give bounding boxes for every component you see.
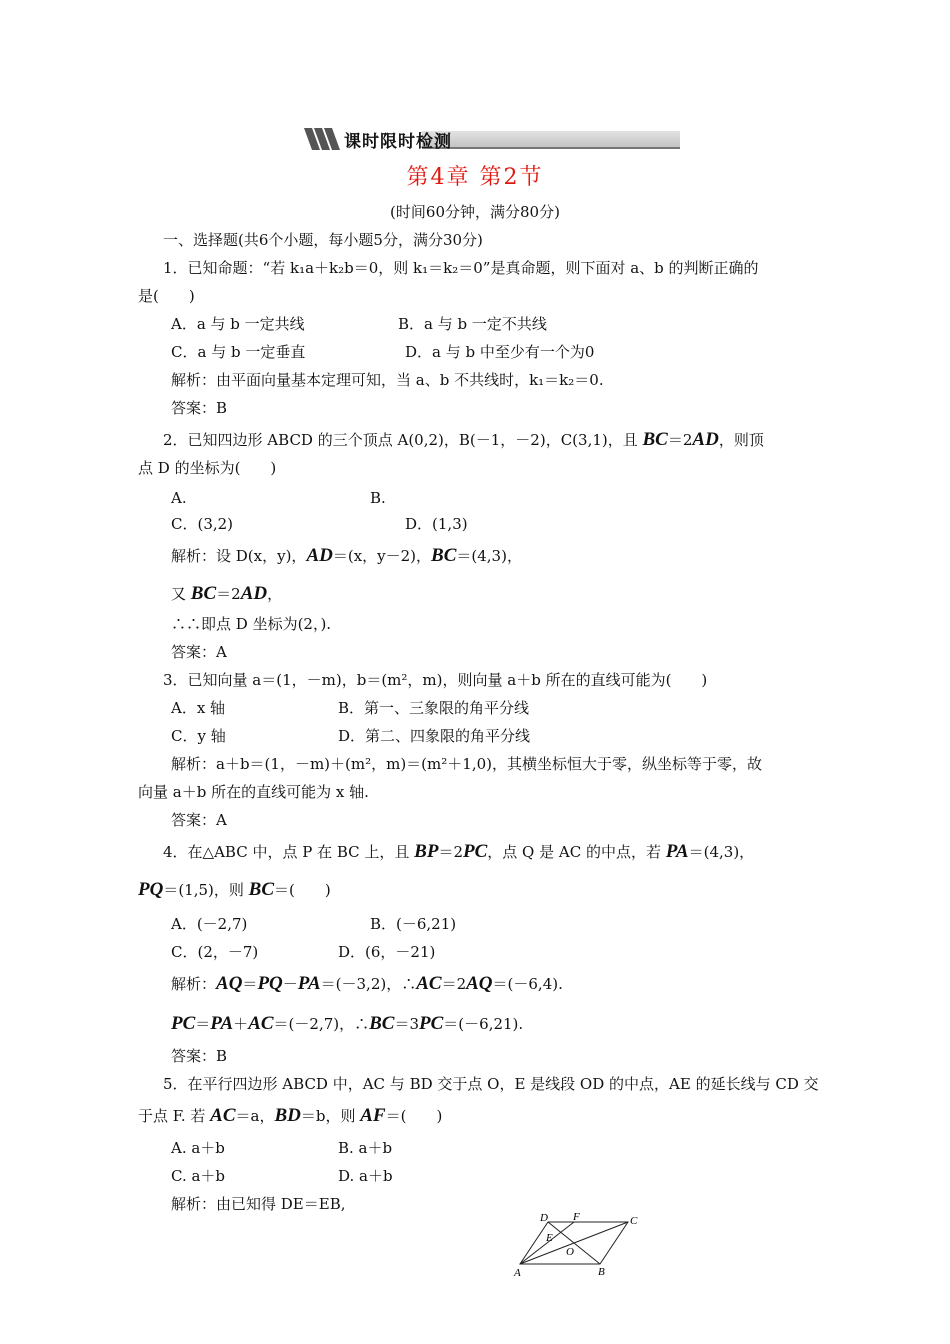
q5-stem2-b: ＝a， — [235, 1107, 275, 1125]
q4-vector-pq: PQ — [138, 879, 164, 900]
q1-option-b: B．a 与 b 一定不共线 — [398, 315, 547, 333]
q5-option-a: A. a＋b — [171, 1139, 225, 1157]
section-banner — [304, 128, 680, 150]
q2-analysis2-c: ， — [267, 585, 283, 603]
q4-an-a: 解析： — [171, 975, 217, 993]
q4-vector-bc: BC — [248, 879, 275, 900]
q4-an-e: ＝2 — [441, 975, 467, 993]
q4-option-a: A．(－2,7) — [171, 915, 248, 933]
q4-stem-2 — [138, 880, 331, 900]
q2-answer: 答案：A — [171, 643, 227, 661]
q4-an2-c: ＝(－2,7)，∴ — [273, 1015, 370, 1033]
q2-stem-text-b: ，则顶 — [718, 431, 764, 449]
q4-an2-a: ＝ — [195, 1015, 211, 1033]
q5-vector-af: AF — [360, 1105, 386, 1126]
q5-vector-bd: BD — [274, 1105, 301, 1126]
q1-stem: 1．已知命题：“若 k₁a＋k₂b＝0，则 k₁＝k₂＝0”是真命题，则下面对 a、b 的判断正确的 — [163, 259, 759, 277]
q4-stem2-b: ＝( ) — [274, 881, 331, 899]
label-c: C — [630, 1215, 638, 1227]
q4-option-b: B．(－6,21) — [370, 915, 457, 933]
q3-answer: 答案：A — [171, 811, 227, 829]
q2-stem-2: 点 D 的坐标为( ) — [138, 459, 277, 477]
parallelogram-figure — [510, 1208, 640, 1282]
q4-an2-vector-pc: PC — [171, 1013, 196, 1034]
q4-stem2-a: ＝(1,5)，则 — [163, 881, 249, 899]
q4-stem-a: 4．在△ABC 中，点 P 在 BC 上，且 — [163, 843, 415, 861]
q3-analysis-2: 向量 a＋b 所在的直线可能为 x 轴. — [138, 783, 369, 801]
q2-analysis-vector-ad: AD — [306, 545, 333, 566]
q2-option-a: A. — [171, 489, 187, 507]
q4-vector-pa: PA — [665, 841, 689, 862]
q2-option-d: D．(1,3) — [405, 515, 468, 533]
q4-an-b: ＝ — [242, 975, 258, 993]
q1-analysis: 解析：由平面向量基本定理可知，当 a、b 不共线时，k₁＝k₂＝0. — [171, 371, 604, 389]
q3-option-b: B．第一、三象限的角平分线 — [338, 699, 530, 717]
q1-option-c: C．a 与 b 一定垂直 — [171, 343, 306, 361]
q4-stem — [163, 842, 754, 862]
q4-vector-bp: BP — [414, 841, 439, 862]
q2-option-b: B. — [370, 489, 386, 507]
label-a: A — [514, 1267, 521, 1279]
q4-stem-c: ＝(4,3)， — [688, 843, 755, 861]
q1-answer: 答案：B — [171, 399, 228, 417]
q1-stem-2: 是( ) — [138, 287, 195, 305]
q4-an2-vector-pa: PA — [210, 1013, 234, 1034]
label-f: F — [573, 1211, 580, 1223]
label-d: D — [540, 1212, 548, 1224]
q2-stem-mid: ＝2 — [667, 431, 693, 449]
q5-stem-2 — [138, 1106, 442, 1126]
q4-an-vector-aq: AQ — [216, 973, 243, 994]
q4-an-vector-ac: AC — [416, 973, 442, 994]
q2-vector-bc: BC — [642, 429, 668, 450]
q3-option-a: A．x 轴 — [171, 699, 226, 717]
q4-answer: 答案：B — [171, 1047, 228, 1065]
q4-option-c: C．(2，－7) — [171, 943, 259, 961]
q2-analysis2-a: 又 — [171, 585, 191, 603]
q4-an-d: ＝(－3,2)，∴ — [320, 975, 417, 993]
q4-an-f: ＝(－6,4). — [492, 975, 563, 993]
q4-stem-b: ，点 Q 是 AC 的中点，若 — [487, 843, 666, 861]
label-e: E — [546, 1232, 553, 1244]
q5-stem2-c: ＝b，则 — [300, 1107, 361, 1125]
q2-vector-ad: AD — [692, 429, 719, 450]
q5-analysis: 解析：由已知得 DE＝EB, — [171, 1195, 346, 1213]
q5-stem: 5．在平行四边形 ABCD 中，AC 与 BD 交于点 O，E 是线段 OD 的中点，AE 的延长线与 CD 交 — [163, 1075, 819, 1093]
section-heading: 一、选择题(共6个小题，每小题5分，满分30分) — [163, 231, 483, 249]
q4-an-vector-aq-2: AQ — [466, 973, 493, 994]
q4-an2-vector-bc: BC — [369, 1013, 395, 1034]
q2-analysis-b: ＝(x，y－2)， — [332, 547, 432, 565]
q4-an2-d: ＝3 — [394, 1015, 420, 1033]
q2-analysis-a: 解析：设 D(x，y)， — [171, 547, 307, 565]
q3-analysis: 解析：a＋b＝(1，－m)＋(m²，m)＝(m²＋1,0)，其横坐标恒大于零，纵坐标等于零，故 — [171, 755, 762, 773]
q4-stem-m1: ＝2 — [438, 843, 463, 861]
q2-analysis — [171, 546, 522, 566]
q4-analysis — [171, 974, 563, 994]
label-b: B — [598, 1266, 605, 1278]
q4-an2-b: ＋ — [233, 1015, 249, 1033]
q5-option-d: D. a＋b — [338, 1167, 393, 1185]
q4-vector-pc: PC — [463, 841, 488, 862]
q5-option-c: C. a＋b — [171, 1167, 226, 1185]
time-limit: (时间60分钟，满分80分) — [390, 203, 560, 221]
q4-an2-vector-pc-2: PC — [419, 1013, 444, 1034]
q4-an-vector-pq: PQ — [257, 973, 283, 994]
q3-stem: 3．已知向量 a＝(1，－m)，b＝(m²，m)，则向量 a＋b 所在的直线可能为( ) — [163, 671, 708, 689]
q1-option-d: D．a 与 b 中至少有一个为0 — [405, 343, 595, 361]
diagonal-bd — [548, 1222, 600, 1264]
chapter-title: 第4章 第2节 — [406, 165, 544, 190]
q2-option-c: C．(3,2) — [171, 515, 234, 533]
q5-stem2-d: ＝( ) — [385, 1107, 443, 1125]
banner-title: 课时限时检测 — [344, 132, 452, 152]
q2-analysis-c: ＝(4,3)， — [456, 547, 522, 565]
stripe-logo-icon — [304, 128, 344, 150]
q2-analysis2-b: ＝2 — [216, 585, 241, 603]
banner-bar — [422, 131, 680, 149]
q3-option-c: C．y 轴 — [171, 727, 226, 745]
q2-analysis-3: ∴∴即点 D 坐标为(2，). — [171, 615, 332, 633]
q4-an2-vector-ac: AC — [248, 1013, 274, 1034]
q1-option-a: A．a 与 b 一定共线 — [171, 315, 305, 333]
q5-vector-ac: AC — [210, 1105, 236, 1126]
q5-option-b: B. a＋b — [338, 1139, 393, 1157]
q4-an-vector-pa: PA — [297, 973, 321, 994]
q4-an-c: － — [282, 975, 298, 993]
q2-stem-text-a: 2．已知四边形 ABCD 的三个顶点 A(0,2)，B(－1，－2)，C(3,1)，且 — [163, 431, 643, 449]
q2-analysis-2 — [171, 584, 282, 604]
q4-analysis-2 — [171, 1014, 523, 1034]
q5-stem2-a: 于点 F. 若 — [138, 1107, 211, 1125]
label-o: O — [566, 1246, 574, 1258]
q4-option-d: D．(6，－21) — [338, 943, 436, 961]
q4-an2-e: ＝(－6,21). — [443, 1015, 524, 1033]
q3-option-d: D．第二、四象限的角平分线 — [338, 727, 531, 745]
q2-stem — [163, 430, 764, 450]
q2-analysis2-vector-bc: BC — [190, 583, 217, 604]
q2-analysis2-vector-ad: AD — [240, 583, 268, 604]
q2-analysis-vector-bc: BC — [431, 545, 457, 566]
